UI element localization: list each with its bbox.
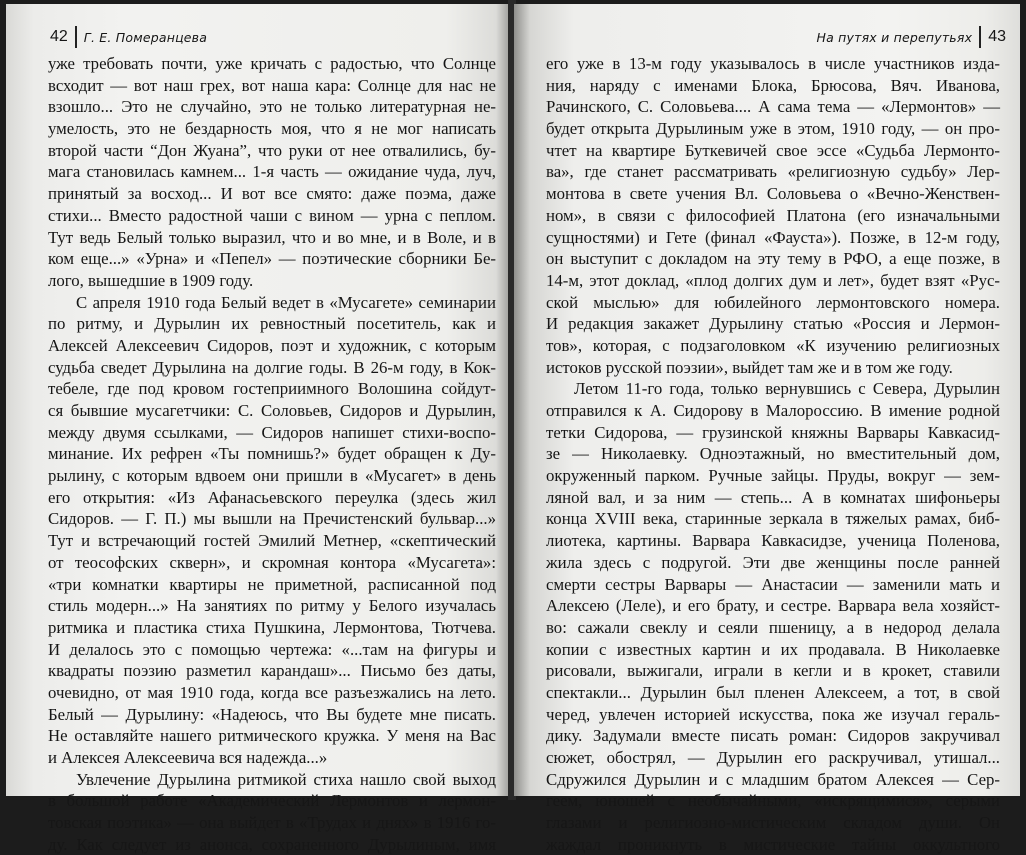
text-line: ном», в связи с философией Платона (его изначальными (546, 205, 1000, 225)
text-line: стихи... Вместо радостной чаши с вином — урна с пеплом. (48, 205, 496, 225)
text-line: принятый за восход... И вот все смято: даже поэма, даже (48, 184, 496, 204)
text-line: Тут ведь Белый только выразил, что и во мне, и в Воле, и в (48, 227, 496, 247)
text-line: спектакли... Дурылин был пленен Алексеем, а тот, в свой (546, 682, 1000, 702)
text-line: Тут и встречающий гостей Эмилий Метнер, «скептический (48, 531, 496, 551)
text-line: 14-м, этот доклад, «плод долгих дум и лет», будет взят «Рус- (546, 270, 1000, 290)
right-page-text (546, 53, 1000, 855)
text-line: второй части “Дон Жуана”, что руки от нее отвалились, бу- (48, 140, 496, 160)
text-line: окруженный парком. Ручные зайцы. Пруды, вокруг — зем- (546, 466, 1000, 486)
text-line: ляной вал, и за ним — степь... А в комнатах шифоньеры (546, 487, 1000, 507)
text-line: Рачинского, С. Соловьева.... А сама тема — «Лермонтов» — (546, 97, 1000, 117)
text-line: сущностями) и Гете (финал «Фауста»). Позже, в 12-м году, (546, 227, 1000, 247)
left-page-number: 42 (50, 28, 68, 45)
text-line: Летом 11-го года, только вернувшись с Севера, Дурылин (574, 379, 1000, 399)
text-line: по ритму, и Дурылин их ревностный посетитель, как и (48, 314, 496, 334)
text-line: Алексей Алексеевич Сидоров, поэт и художник, с которым (48, 335, 496, 355)
text-line: ду. Как следует из анонса, сохраненного Дурылиным, имя (48, 834, 496, 854)
right-page (514, 4, 1020, 854)
text-line: стиль модерн...» На занятиях по ритму у Белого изучалась (48, 596, 496, 616)
text-line: тебеле, где под кровом гостеприимного Волошина сойдут- (48, 379, 496, 399)
text-line: судьба сведет Дурылина на долгие годы. В 26-м году, в Кок- (48, 357, 496, 377)
text-line: геем, юношей с необычайными, «искрящимися», серыми (546, 791, 1000, 811)
text-line: Сдружился Дурылин и с младшим братом Алексея — Сер- (546, 769, 1000, 789)
text-line: будет открыта Дурылиным уже в этом, 1910 году, — он про- (546, 119, 1000, 139)
text-line: И делалось это с помощью чертежа: «...там на фигуры и (48, 639, 496, 659)
text-line: глазами и религиозно-мистическим складом души. Он (546, 813, 1000, 833)
text-line: ритмика и пластика стиха Пушкина, Лермонтова, Тютчева. (48, 617, 496, 637)
text-line: умелость, это не бездарность моя, что я не мог написать (48, 119, 496, 139)
text-line: копии с известных картин и их продавала. В Николаевке (546, 639, 1000, 659)
text-line: сюжет, обострял, — Дурылин его раскручивал, утишал... (546, 748, 1000, 767)
text-line: минание. Их рефрен «Ты помнишь?» будет обращен к Ду- (48, 444, 496, 464)
text-line: жаждал проникнуть в мистические тайны оккультного (546, 834, 1000, 854)
text-line: Увлечение Дурылина ритмикой стиха нашло свой выход (76, 769, 496, 789)
right-page-header (817, 26, 1007, 48)
text-line: в большой работе «Академический Лермонтов и лермон- (48, 791, 496, 811)
text-line: во: сажали свеклу и сеяли пшеницу, а в недород делала (546, 617, 1000, 637)
text-line: его открытия: «Из Афанасьевского переулка (здесь жил (48, 487, 496, 507)
text-line: ния, наряду с именами Блока, Брюсова, Вяч. Иванова, (546, 75, 1000, 95)
text-line: рисовали, выжигали, играли в кегли и в крокет, ставили (546, 661, 1000, 681)
text-line: Алексею (Леле), и его брату, и сестре. Варвара вела хозяйст- (546, 596, 1000, 616)
text-line: истоков русской поэзии», выйдет там же и в том же году. (546, 357, 953, 377)
text-line: взошло... Это не случайно, это не только литературная не- (48, 97, 496, 117)
left-page-text (48, 53, 496, 855)
text-line: между двумя ссылками, — Сидоров напишет стихи-воспо- (48, 422, 496, 442)
text-line: чтет на квартире Буткевичей свое эссе «Судьба Лермонто- (546, 140, 1000, 160)
text-line: жила здесь с подругой. Эти две женщины после ранней (546, 552, 1000, 572)
text-line: смерти сестры Варвары — Анастасии — заменили мать и (546, 574, 1000, 594)
text-line: он выступит с докладом на эту тему в РФО, а еще позже, в (546, 249, 1000, 269)
text-line: тетки Сидорова, — грузинской княжны Варвары Кавкасид- (546, 422, 1000, 442)
right-running-head: На путях и перепутьях (816, 29, 973, 45)
text-line: очевидно, от мая 1910 года, когда все разъезжались на лето. (48, 682, 496, 702)
text-line: мага становилась камнем... 1-я часть — ожидание чуда, луч, (48, 162, 496, 182)
text-line: Сидоров. — Г. П.) мы вышли на Пречистенский бульвар...» (48, 509, 496, 529)
text-line: отправился к А. Сидорову в Малороссию. В имение родной (546, 401, 1000, 420)
text-line: ся бывшие мусагетчики: С. Соловьев, Сидоров и Дурылин, (48, 401, 496, 420)
text-line: рылину, с которым вдвоем они пришли в «Мусагет» в день (48, 466, 496, 486)
text-line: ком еще...» «Урна» и «Пепел» — поэтические сборники Бе- (48, 249, 496, 269)
text-line: и Алексея Алексеевича вся надежда...» (48, 748, 328, 767)
left-page-header (50, 26, 207, 48)
text-line: ской мыслью» для юбилейного лермонтовского номера. (546, 292, 1000, 312)
text-line: конца XVIII века, старинные зеркала в тяжелых рамах, биб- (546, 509, 1000, 529)
text-line: товская поэтика» — она выйдет в «Трудах и днях» в 1916 го- (48, 813, 496, 833)
text-line: его уже в 13-м году указывалось в числе участников изда- (546, 54, 1000, 73)
text-line: Не оставляйте нашего ритмического кружка. У меня на Вас (48, 726, 496, 746)
text-line: от теософских скверн», и скромная контора «Мусагета»: (48, 552, 496, 572)
text-line: зе — Николаевку. Одноэтажный, но вместительный дом, (546, 444, 1000, 464)
left-page (6, 4, 510, 854)
text-line: монтова в свете учения Вл. Соловьева о «Вечно-Женствен- (546, 184, 1000, 204)
header-divider (75, 26, 77, 48)
header-divider (979, 26, 981, 48)
text-line: лого, вышедшие в 1909 году. (48, 270, 254, 290)
text-line: тов», которая, с подзаголовком «К изучению религиозных (546, 335, 1000, 355)
left-running-head: Г. Е. Померанцева (83, 29, 208, 45)
text-line: С апреля 1910 года Белый ведет в «Мусагете» семинарии (76, 292, 496, 312)
right-page-number: 43 (988, 28, 1006, 45)
text-line: уже требовать почти, уже кричать с радостью, что Солнце (48, 54, 496, 73)
text-line: всходит — вот наш грех, вот наша кара: Солнце для нас не (48, 75, 496, 95)
text-line: квадраты поэзию разметил карандаш»... Письмо без даты, (48, 661, 496, 681)
text-line: И редакция закажет Дурылину статью «Россия и Лермон- (546, 314, 1000, 334)
text-line: Белый — Дурылину: «Надеюсь, что Вы будете мне писать. (48, 704, 496, 724)
text-line: ва», где станет рассматривать «религиозную судьбу» Лер- (546, 162, 1000, 182)
text-line: дику. Задумали вместе писать роман: Сидоров закручивал (546, 726, 1000, 746)
text-line: черед, увлечен историей искусства, пока же изучал гераль- (546, 704, 1000, 724)
text-line: лиотека, картины. Варвара Кавкасидзе, ученица Поленова, (546, 531, 1000, 551)
text-line: «три комнатки квартиры не приметной, расписанной под (48, 574, 496, 594)
